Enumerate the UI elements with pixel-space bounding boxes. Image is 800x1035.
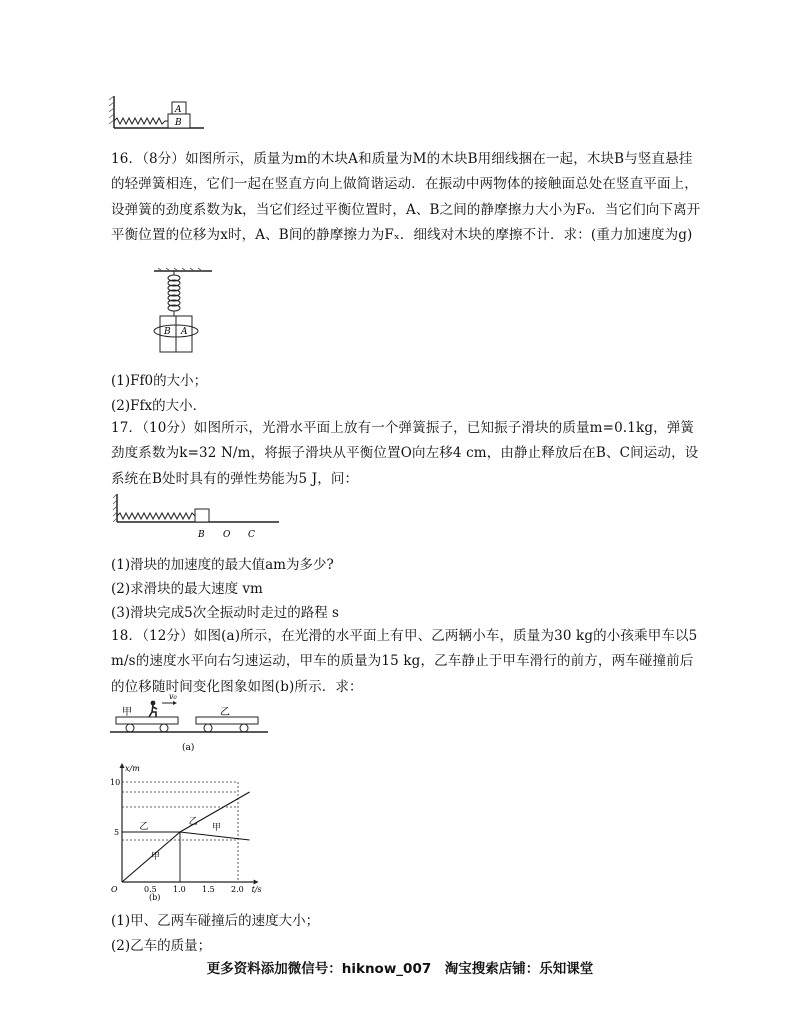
block-b-label: B xyxy=(175,118,182,128)
x-tick-label: 1.0 xyxy=(173,885,186,894)
velocity-label: v₀ xyxy=(169,692,177,701)
q17-text: 17．（10分）如图所示，光滑水平面上放有一个弹簧振子，已知振子滑块的质量m=0.1kg，弹簧劲度系数为k=32 N/m，将振子滑块从平衡位置O向左移4 cm，由静止释放后在B、C间运动，设系统在B处时具有的弹性势能为5 J，问： xyxy=(111,420,699,487)
origin-label: O xyxy=(111,885,118,894)
point-c-label: C xyxy=(248,530,255,540)
wheel xyxy=(160,724,168,732)
q18-text: 18．（12分）如图(a)所示，在光滑的水平面上有甲、乙两辆小车，质量为30 kg的小孩乘甲车以5 m/s的速度水平向右匀速运动，甲车的质量为15 kg，乙车静止于甲车滑行的前方，两车碰撞前后的位移随时间变化图象如图(b)所示．求： xyxy=(111,628,698,695)
figure-q18a xyxy=(110,692,270,758)
q16-sub1: (1)Ff0的大小； xyxy=(111,373,208,389)
block-b-label: B xyxy=(164,327,171,337)
figure-q17 xyxy=(113,492,283,542)
q16-text: 16．（8分）如图所示，质量为m的木块A和质量为M的木块B用细线捆在一起，木块B与竖直悬挂的轻弹簧相连，它们一起在竖直方向上做简谐运动．在振动中两物体的接触面总处在竖直平面上，设弹簧的劲度系数为k，当它们经过平衡位置时，A、B之间的静摩擦力大小为F₀．当它们向下离开平衡位置的位移为x时，A、B间的静摩擦力为Fₓ．细线对木块的摩擦不计．求：(重力加速度为g) xyxy=(111,151,701,243)
x-axis-arrow xyxy=(254,880,259,885)
figure-q16 xyxy=(148,268,218,356)
point-b-label: B xyxy=(198,530,205,540)
series-label-3: 甲 xyxy=(211,823,221,833)
x-tick-label: 0.5 xyxy=(144,885,157,894)
wheel xyxy=(240,724,248,732)
x-tick-label: 1.5 xyxy=(202,885,215,894)
y-axis-arrow xyxy=(120,763,125,768)
x-axis-label: t/s xyxy=(251,885,262,894)
q16-sub2: (2)Ffx的大小． xyxy=(111,398,207,414)
series-label-2: 乙 xyxy=(188,817,198,827)
point-o-label: O xyxy=(223,530,231,540)
series-label-1: 甲 xyxy=(151,852,161,862)
q18-sub2: (2)乙车的质量； xyxy=(111,938,212,954)
y-tick-label: 5 xyxy=(114,828,120,837)
y-axis-label: x/m xyxy=(125,764,140,773)
q17-sub1: (1)滑块的加速度的最大值am为多少? xyxy=(111,557,334,573)
wheel xyxy=(204,724,212,732)
q17-sub3: (3)滑块完成5次全振动时走过的路程 s xyxy=(111,605,339,621)
q17-sub2: (2)求滑块的最大速度 vm xyxy=(111,581,263,597)
block-a-label: A xyxy=(175,105,182,115)
figure-a-caption: (a) xyxy=(182,743,195,753)
car-yi-label: 乙 xyxy=(220,707,230,718)
q18-sub1: (1)甲、乙两车碰撞后的速度大小； xyxy=(111,913,320,929)
series-label-0: 乙 xyxy=(139,822,149,832)
series-line-3 xyxy=(180,832,250,840)
chart-caption: (b) xyxy=(149,893,161,902)
wheel xyxy=(126,724,134,732)
x-tick-label: 2.0 xyxy=(231,885,244,894)
car-jia-label: 甲 xyxy=(122,707,132,718)
footer-ad: 更多资料添加微信号：hiknow_007 淘宝搜索店铺：乐知课堂 xyxy=(206,961,594,977)
block-a-label: A xyxy=(181,327,188,337)
figure-q15 xyxy=(108,92,208,134)
y-tick-label: 10 xyxy=(110,778,121,787)
figure-q18b-chart xyxy=(108,762,262,902)
